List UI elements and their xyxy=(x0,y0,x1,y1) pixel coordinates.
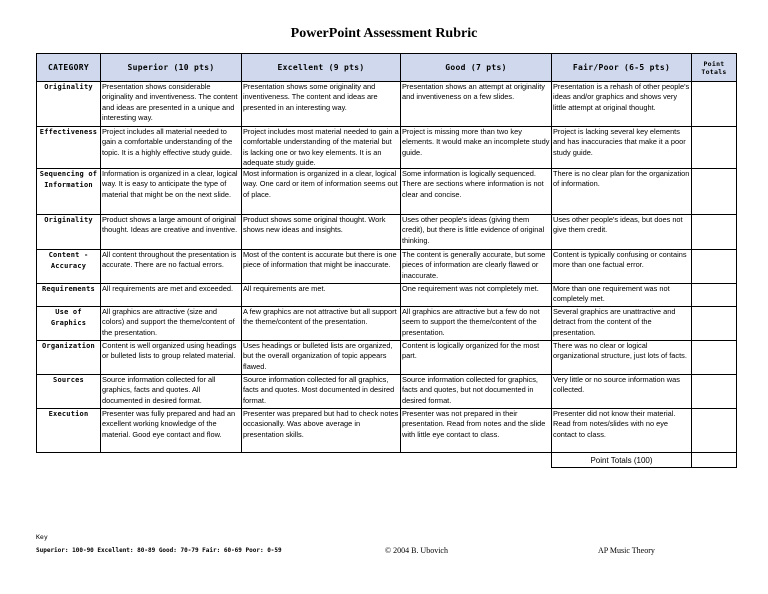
header-good: Good (7 pts) xyxy=(401,54,552,82)
point-totals-row xyxy=(37,453,737,468)
criteria-cell: One requirement was not completely met. xyxy=(401,284,552,307)
course-name: AP Music Theory xyxy=(598,546,655,555)
criteria-cell: Uses other people's ideas, but does not give them credit. xyxy=(552,215,692,250)
criteria-cell: Project is lacking several key elements and has inaccuracies that make it a poor study guide. xyxy=(552,127,692,169)
criteria-cell: Uses other people's ideas (giving them credit), but there is little evidence of original thinking. xyxy=(401,215,552,250)
table-row xyxy=(37,409,737,453)
criteria-cell: Project includes most material needed to gain a comfortable understanding of the material but is lacking one or two key elements. It is an adequate study guide. xyxy=(243,127,399,167)
criteria-cell: All graphics are attractive but a few do not seem to support the theme/content of the presentation. xyxy=(401,307,552,341)
header-excellent: Excellent (9 pts) xyxy=(242,54,401,82)
points-cell xyxy=(692,169,737,215)
points-cell xyxy=(692,215,737,250)
criteria-cell: Presenter was prepared but had to check notes occasionally. Was above average in presentation skills. xyxy=(242,409,401,453)
points-cell xyxy=(692,375,737,409)
criteria-cell: Several graphics are unattractive and detract from the content of the presentation. xyxy=(552,307,692,341)
criteria-cell: Most information is organized in a clear, logical way. One card or item of information seems out of place. xyxy=(242,169,401,215)
category-cell: Organization xyxy=(37,341,101,375)
header-point-totals: Point Totals xyxy=(692,54,737,82)
table-row xyxy=(37,215,737,250)
criteria-cell: All graphics are attractive (size and colors) and support the theme/content of the presentation. xyxy=(101,307,242,341)
criteria-cell: Presentation shows an attempt at originality and inventiveness on a few slides. xyxy=(401,82,552,127)
criteria-cell: All requirements are met. xyxy=(242,284,401,307)
criteria-cell: Most of the content is accurate but there is one piece of information that might be inaccurate. xyxy=(242,250,401,284)
criteria-cell: Presentation shows considerable originality and inventiveness. The content and ideas are presented in a unique and interesting way. xyxy=(101,82,242,127)
table-row xyxy=(37,169,737,215)
criteria-cell: Project is missing more than two key elements. It would make an incomplete study guide. xyxy=(401,127,552,169)
criteria-cell: All requirements are met and exceeded. xyxy=(101,284,242,307)
category-cell: Originality xyxy=(37,215,101,250)
table-row xyxy=(37,375,737,409)
table-row xyxy=(37,341,737,375)
copyright: © 2004 B. Ubovich xyxy=(385,546,448,555)
category-cell: Effectiveness xyxy=(37,127,101,169)
category-cell: Execution xyxy=(37,409,101,453)
rubric-table xyxy=(36,53,737,468)
criteria-cell: Presenter was fully prepared and had an excellent working knowledge of the material. Good eye contact and flow. xyxy=(101,409,242,453)
criteria-cell: A few graphics are not attractive but all support the theme/content of the presentation. xyxy=(242,307,401,341)
category-cell: Sources xyxy=(37,375,101,409)
points-cell xyxy=(692,341,737,375)
category-cell: Use of Graphics xyxy=(37,307,101,341)
points-cell xyxy=(692,409,737,453)
criteria-cell: Product shows some original thought. Work shows new ideas and insights. xyxy=(242,215,401,250)
category-cell: Originality xyxy=(37,82,101,127)
criteria-cell: Very little or no source information was collected. xyxy=(552,375,692,409)
criteria-cell: The content is generally accurate, but some pieces of information are clearly flawed or inaccurate. xyxy=(401,250,552,284)
criteria-cell: Source information collected for graphics, facts and quotes, but not documented in desired format. xyxy=(401,375,552,409)
table-row xyxy=(37,284,737,307)
criteria-cell: Content is typically confusing or contains more than one factual error. xyxy=(552,250,692,284)
header-fair-poor: Fair/Poor (6-5 pts) xyxy=(552,54,692,82)
criteria-cell: Product shows a large amount of original thought. Ideas are creative and inventive. xyxy=(101,215,242,250)
criteria-cell: All content throughout the presentation is accurate. There are no factual errors. xyxy=(101,250,242,284)
criteria-cell: Information is organized in a clear, logical way. It is easy to anticipate the type of material that might be on the next slide. xyxy=(101,169,242,215)
category-cell: Content - Accuracy xyxy=(37,250,101,284)
criteria-cell: There was no clear or logical organizational structure, just lots of facts. xyxy=(552,341,692,375)
points-cell xyxy=(692,82,737,127)
criteria-cell: Some information is logically sequenced. There are sections where information is not clear and concise. xyxy=(401,169,552,215)
points-cell xyxy=(692,284,737,307)
points-cell xyxy=(692,127,737,169)
criteria-cell: Content is logically organized for the most part. xyxy=(401,341,552,375)
criteria-cell: Project includes all material needed to gain a comfortable understanding of the topic. It is a highly effective study guide. xyxy=(101,127,242,169)
table-row xyxy=(37,127,737,169)
criteria-cell: Presenter was not prepared in their presentation. Read from notes and the slide with little eye contact to class. xyxy=(401,409,552,453)
points-cell xyxy=(692,250,737,284)
criteria-cell: Presenter did not know their material. Read from notes/slides with no eye contact to class. xyxy=(552,409,692,453)
criteria-cell: More than one requirement was not completely met. xyxy=(552,284,692,307)
table-row xyxy=(37,307,737,341)
header-superior: Superior (10 pts) xyxy=(101,54,242,82)
category-cell: Requirements xyxy=(37,284,101,307)
criteria-cell: Presentation shows some originality and inventiveness. The content and ideas are presented in an interesting way. xyxy=(242,82,401,127)
point-totals-label: Point Totals (100) xyxy=(552,453,692,468)
key-label: Key xyxy=(36,533,48,541)
category-cell: Sequencing of Information xyxy=(37,169,101,215)
criteria-cell: Source information collected for all graphics, facts and quotes. All documented in desired format. xyxy=(101,375,242,409)
page-title: PowerPoint Assessment Rubric xyxy=(290,26,478,41)
grading-key: Superior: 100-90 Excellent: 80-89 Good: 70-79 Fair: 60-69 Poor: 0-59 xyxy=(36,547,282,554)
criteria-cell: There is no clear plan for the organization of information. xyxy=(552,169,692,215)
header-category: CATEGORY xyxy=(37,54,101,82)
table-row xyxy=(37,250,737,284)
table-row xyxy=(37,82,737,127)
point-totals-value xyxy=(692,453,737,468)
criteria-cell: Uses headings or bulleted lists are organized, but the overall organization of topic appears flawed. xyxy=(242,341,401,375)
points-cell xyxy=(692,307,737,341)
criteria-cell: Presentation is a rehash of other people's ideas and/or graphics and shows very little attempt at original thought. xyxy=(552,82,692,127)
criteria-cell: Content is well organized using headings or bulleted lists to group related material. xyxy=(101,341,242,375)
header-row xyxy=(37,54,737,82)
criteria-cell: Source information collected for all graphics, facts and quotes. Most documented in desired format. xyxy=(242,375,401,409)
